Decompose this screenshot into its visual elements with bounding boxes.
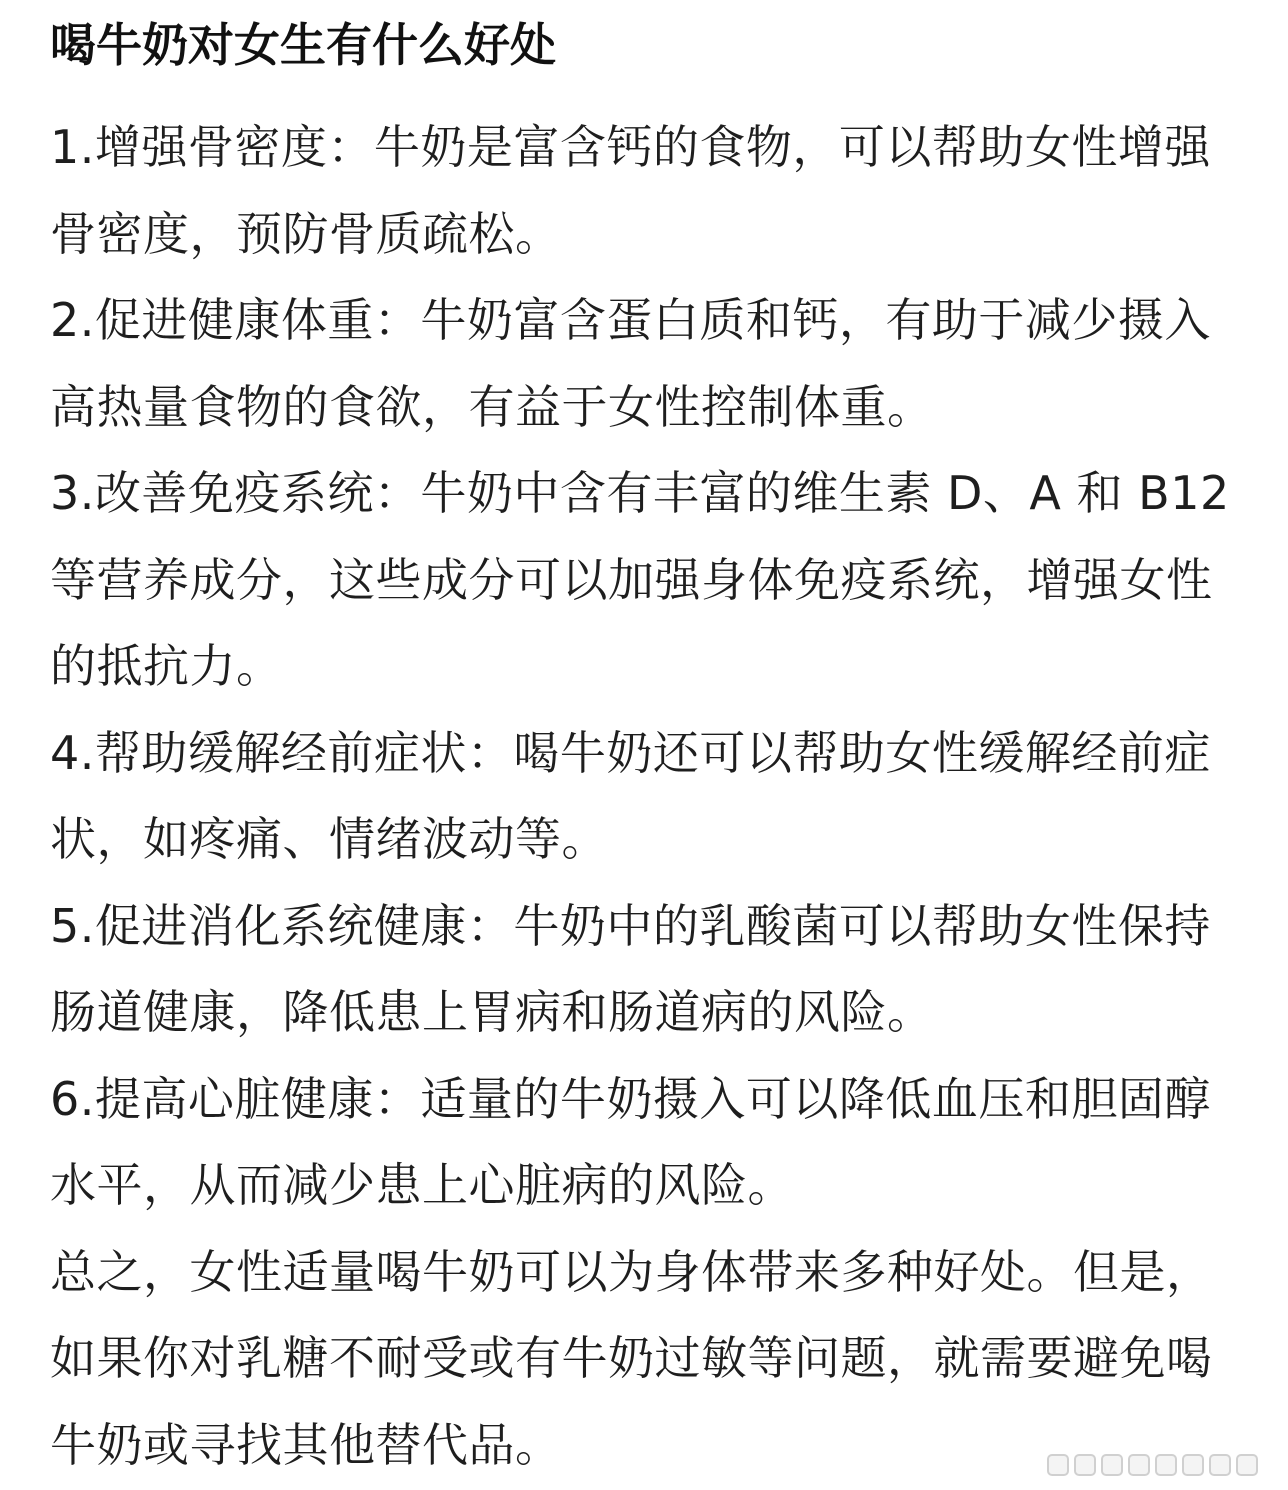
image-stack-icon-part xyxy=(1155,1454,1177,1476)
image-stack-icon-part xyxy=(1128,1454,1150,1476)
image-stack-icon-part xyxy=(1209,1454,1231,1476)
image-stack-icon-part xyxy=(1047,1454,1069,1476)
paragraph-premenstrual: 4.帮助缓解经前症状：喝牛奶还可以帮助女性缓解经前症状，如疼痛、情绪波动等。 xyxy=(50,725,1211,866)
paragraph-digestion: 5.促进消化系统健康：牛奶中的乳酸菌可以帮助女性保持肠道健康，降低患上胃病和肠道病的风险。 xyxy=(50,898,1211,1039)
image-stack-icon xyxy=(1047,1454,1258,1476)
paragraph-summary: 总之，女性适量喝牛奶可以为身体带来多种好处。但是，如果你对乳糖不耐受或有牛奶过敏等问题，就需要避免喝牛奶或寻找其他替代品。 xyxy=(50,1244,1213,1472)
paragraph-immune-system: 3.改善免疫系统：牛奶中含有丰富的维生素 D、A 和 B12 等营养成分，这些成分可以加强身体免疫系统，增强女性的抵抗力。 xyxy=(50,466,1230,693)
document-page xyxy=(50,0,1240,1488)
paragraph-bone-density: 1.增强骨密度：牛奶是富含钙的食物，可以帮助女性增强骨密度，预防骨质疏松。 xyxy=(50,120,1211,261)
paragraph-healthy-weight: 2.促进健康体重：牛奶富含蛋白质和钙，有助于减少摄入高热量食物的食欲，有益于女性控制体重。 xyxy=(50,293,1211,434)
image-stack-icon-part xyxy=(1182,1454,1204,1476)
image-stack-icon-part xyxy=(1101,1454,1123,1476)
paragraph-heart-health: 6.提高心脏健康：适量的牛奶摄入可以降低血压和胆固醇水平，从而减少患上心脏病的风险。 xyxy=(50,1071,1211,1212)
page-title: 喝牛奶对女生有什么好处 xyxy=(50,18,556,72)
article-body xyxy=(50,104,1240,1488)
image-stack-icon-part xyxy=(1236,1454,1258,1476)
image-stack-icon-part xyxy=(1074,1454,1096,1476)
